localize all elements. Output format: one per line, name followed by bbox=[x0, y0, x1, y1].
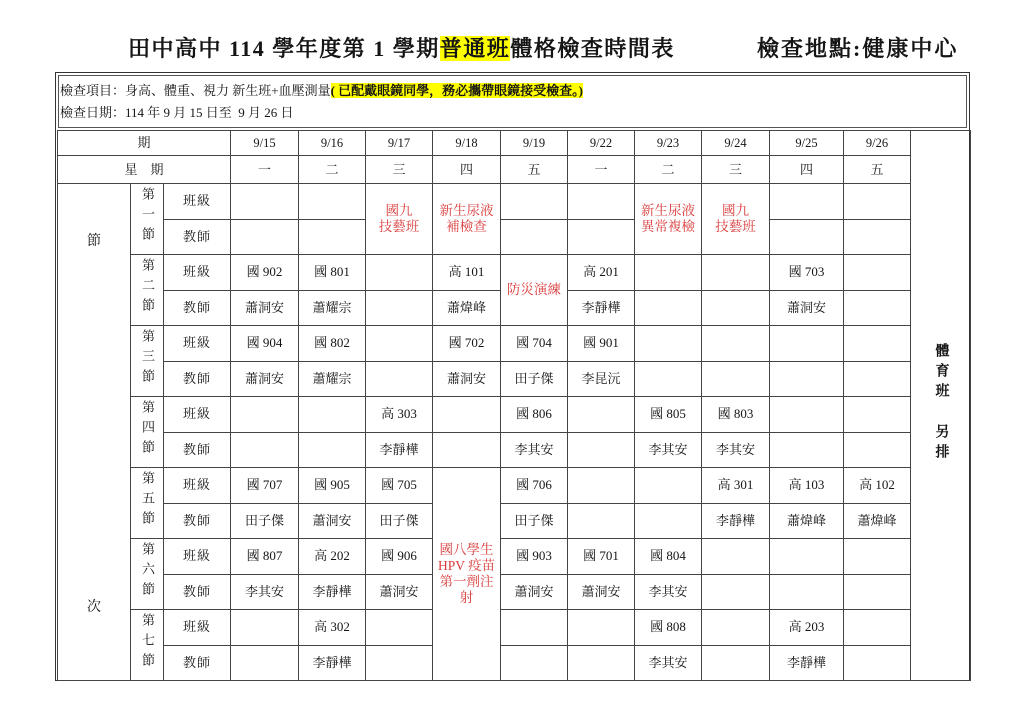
weekday-header: 一 bbox=[568, 156, 635, 184]
teacher-row-label: 教師 bbox=[164, 290, 231, 326]
title-highlight: 普通班 bbox=[439, 36, 511, 61]
period-axis-label-inner bbox=[59, 185, 129, 680]
period-label bbox=[131, 326, 164, 397]
class-cell bbox=[844, 326, 911, 362]
class-cell bbox=[844, 255, 911, 291]
weekday-header: 三 bbox=[366, 156, 433, 184]
class-cell: 國 704 bbox=[501, 326, 568, 362]
teacher-cell bbox=[366, 361, 433, 397]
teacher-cell: 蕭煒峰 bbox=[770, 503, 844, 539]
class-row bbox=[58, 326, 971, 362]
class-row-label: 班級 bbox=[164, 397, 231, 433]
class-row-label: 班級 bbox=[164, 610, 231, 646]
teacher-cell: 田子傑 bbox=[501, 503, 568, 539]
class-cell: 國 702 bbox=[433, 326, 501, 362]
glasses-note: ( 已配戴眼鏡同學，務必攜帶眼鏡接受檢查。) bbox=[330, 83, 584, 98]
class-cell: 國 906 bbox=[366, 539, 433, 575]
pe-class-note bbox=[911, 131, 971, 681]
class-cell bbox=[568, 397, 635, 433]
class-cell: 國 802 bbox=[299, 326, 366, 362]
class-cell bbox=[702, 610, 770, 646]
teacher-cell bbox=[635, 290, 702, 326]
class-row bbox=[58, 539, 971, 575]
period-label-text: 第四節 bbox=[140, 400, 155, 460]
teacher-cell: 蕭洞安 bbox=[366, 574, 433, 610]
teacher-cell: 蕭煒峰 bbox=[433, 290, 501, 326]
date-header: 9/26 bbox=[844, 131, 911, 156]
teacher-row-label: 教師 bbox=[164, 432, 231, 468]
class-cell: 國 706 bbox=[501, 468, 568, 504]
class-cell: 國 806 bbox=[501, 397, 568, 433]
teacher-cell bbox=[568, 432, 635, 468]
weekday-header: 二 bbox=[299, 156, 366, 184]
teacher-cell: 李靜樺 bbox=[770, 645, 844, 681]
teacher-cell bbox=[844, 290, 911, 326]
teacher-cell bbox=[844, 574, 911, 610]
teacher-cell: 李靜樺 bbox=[702, 503, 770, 539]
teacher-cell bbox=[770, 219, 844, 255]
teacher-cell: 李靜樺 bbox=[366, 432, 433, 468]
teacher-row bbox=[58, 361, 971, 397]
class-cell: 國 808 bbox=[635, 610, 702, 646]
period-axis-label bbox=[58, 184, 131, 681]
teacher-cell bbox=[635, 503, 702, 539]
class-row bbox=[58, 468, 971, 504]
class-cell bbox=[366, 610, 433, 646]
class-cell bbox=[568, 468, 635, 504]
weekday-header: 四 bbox=[770, 156, 844, 184]
class-cell bbox=[702, 326, 770, 362]
class-cell: 高 101 bbox=[433, 255, 501, 291]
title-main: 田中高中 114 學年度第 1 學期 bbox=[128, 36, 440, 61]
class-row-label: 班級 bbox=[164, 255, 231, 291]
teacher-row bbox=[58, 432, 971, 468]
class-cell: 國 703 bbox=[770, 255, 844, 291]
class-cell: 國 901 bbox=[568, 326, 635, 362]
class-row-label: 班級 bbox=[164, 468, 231, 504]
teacher-row bbox=[58, 219, 971, 255]
class-cell: 高 103 bbox=[770, 468, 844, 504]
class-cell: 國 803 bbox=[702, 397, 770, 433]
exam-items: 檢查項目：身高、體重、視力 新生班+血壓測量 bbox=[60, 83, 331, 98]
teacher-cell bbox=[770, 432, 844, 468]
teacher-cell: 李其安 bbox=[635, 574, 702, 610]
teacher-cell: 李其安 bbox=[635, 645, 702, 681]
class-cell: 高 203 bbox=[770, 610, 844, 646]
teacher-cell: 田子傑 bbox=[501, 361, 568, 397]
teacher-cell: 李昆沅 bbox=[568, 361, 635, 397]
class-cell: 國 905 bbox=[299, 468, 366, 504]
class-cell bbox=[433, 397, 501, 433]
exam-items-line bbox=[60, 80, 965, 102]
weekday-header: 五 bbox=[844, 156, 911, 184]
class-cell bbox=[770, 397, 844, 433]
teacher-cell: 蕭耀宗 bbox=[299, 361, 366, 397]
class-cell bbox=[366, 326, 433, 362]
teacher-row bbox=[58, 645, 971, 681]
exam-dates: 檢查日期：114 年 9 月 15 日至 9 月 26 日 bbox=[60, 105, 294, 120]
teacher-cell: 蕭洞安 bbox=[231, 361, 299, 397]
event-cell: 防災演練 bbox=[501, 255, 568, 326]
weekday-header: 五 bbox=[501, 156, 568, 184]
teacher-cell: 李其安 bbox=[635, 432, 702, 468]
period-label bbox=[131, 184, 164, 255]
date-header: 9/23 bbox=[635, 131, 702, 156]
teacher-cell bbox=[770, 361, 844, 397]
period-label-text: 第三節 bbox=[140, 329, 155, 389]
teacher-cell: 李其安 bbox=[702, 432, 770, 468]
class-cell: 高 301 bbox=[702, 468, 770, 504]
period-label bbox=[131, 255, 164, 326]
teacher-cell: 蕭洞安 bbox=[501, 574, 568, 610]
exam-location: 檢查地點:健康中心 bbox=[757, 36, 959, 61]
teacher-row bbox=[58, 574, 971, 610]
weekday-header: 四 bbox=[433, 156, 501, 184]
period-label-text: 第六節 bbox=[140, 542, 155, 602]
class-row-label: 班級 bbox=[164, 539, 231, 575]
teacher-cell: 蕭洞安 bbox=[299, 503, 366, 539]
class-cell bbox=[770, 539, 844, 575]
teacher-cell bbox=[501, 645, 568, 681]
date-header: 9/22 bbox=[568, 131, 635, 156]
weekday-header-label: 星 期 bbox=[58, 156, 231, 184]
teacher-cell bbox=[635, 361, 702, 397]
class-row bbox=[58, 610, 971, 646]
teacher-cell: 田子傑 bbox=[366, 503, 433, 539]
class-cell bbox=[231, 610, 299, 646]
teacher-cell bbox=[844, 361, 911, 397]
date-header: 9/19 bbox=[501, 131, 568, 156]
class-row bbox=[58, 397, 971, 433]
class-cell bbox=[299, 397, 366, 433]
teacher-cell: 李其安 bbox=[501, 432, 568, 468]
teacher-cell: 李靜樺 bbox=[299, 645, 366, 681]
date-header: 9/18 bbox=[433, 131, 501, 156]
teacher-cell bbox=[844, 219, 911, 255]
event-cell: 新生尿液 異常複檢 bbox=[635, 184, 702, 255]
title-rest: 體格檢查時間表 bbox=[510, 36, 675, 61]
teacher-cell bbox=[568, 645, 635, 681]
class-cell: 國 904 bbox=[231, 326, 299, 362]
period-label bbox=[131, 468, 164, 539]
class-cell bbox=[501, 184, 568, 220]
date-header-row bbox=[58, 131, 971, 156]
teacher-cell bbox=[844, 645, 911, 681]
teacher-cell bbox=[702, 361, 770, 397]
teacher-row-label: 教師 bbox=[164, 645, 231, 681]
class-cell bbox=[770, 326, 844, 362]
date-header: 9/25 bbox=[770, 131, 844, 156]
class-cell bbox=[702, 539, 770, 575]
class-cell bbox=[231, 397, 299, 433]
class-cell bbox=[568, 610, 635, 646]
class-cell: 國 801 bbox=[299, 255, 366, 291]
class-row bbox=[58, 255, 971, 291]
class-cell: 國 804 bbox=[635, 539, 702, 575]
class-cell bbox=[844, 397, 911, 433]
class-row bbox=[58, 184, 971, 220]
period-label-text: 第二節 bbox=[140, 258, 155, 318]
teacher-cell: 蕭耀宗 bbox=[299, 290, 366, 326]
date-header-label: 期 bbox=[58, 131, 231, 156]
teacher-cell bbox=[299, 432, 366, 468]
event-cell: 新生尿液 補檢查 bbox=[433, 184, 501, 255]
pe-class-note-text: 體育班 另排 bbox=[933, 343, 949, 464]
class-row-label: 班級 bbox=[164, 184, 231, 220]
teacher-cell bbox=[366, 645, 433, 681]
weekday-header: 一 bbox=[231, 156, 299, 184]
class-cell bbox=[635, 255, 702, 291]
event-cell: 國八學生 HPV 疫苗 第一劑注 射 bbox=[433, 468, 501, 681]
schedule-frame bbox=[55, 72, 970, 681]
class-cell: 高 201 bbox=[568, 255, 635, 291]
class-cell: 高 303 bbox=[366, 397, 433, 433]
weekday-header: 二 bbox=[635, 156, 702, 184]
teacher-row-label: 教師 bbox=[164, 574, 231, 610]
date-header: 9/16 bbox=[299, 131, 366, 156]
class-cell: 國 705 bbox=[366, 468, 433, 504]
document-title bbox=[128, 34, 675, 64]
teacher-cell bbox=[770, 574, 844, 610]
weekday-header-row bbox=[58, 156, 971, 184]
period-label bbox=[131, 539, 164, 610]
class-cell bbox=[844, 539, 911, 575]
period-axis-label-top: 節 bbox=[87, 233, 101, 249]
teacher-row-label: 教師 bbox=[164, 361, 231, 397]
teacher-cell bbox=[702, 645, 770, 681]
class-cell bbox=[770, 184, 844, 220]
teacher-cell: 田子傑 bbox=[231, 503, 299, 539]
teacher-cell: 蕭洞安 bbox=[770, 290, 844, 326]
teacher-cell bbox=[568, 503, 635, 539]
teacher-cell: 蕭洞安 bbox=[231, 290, 299, 326]
period-label-text: 第五節 bbox=[140, 471, 155, 531]
event-cell: 國九 技藝班 bbox=[702, 184, 770, 255]
class-cell: 國 902 bbox=[231, 255, 299, 291]
teacher-cell: 蕭洞安 bbox=[568, 574, 635, 610]
class-cell bbox=[635, 468, 702, 504]
teacher-cell: 李靜樺 bbox=[568, 290, 635, 326]
date-header: 9/24 bbox=[702, 131, 770, 156]
class-cell bbox=[501, 610, 568, 646]
date-header: 9/17 bbox=[366, 131, 433, 156]
period-axis-label-bottom: 次 bbox=[87, 599, 101, 615]
period-label-text: 第一節 bbox=[140, 187, 155, 247]
class-cell bbox=[366, 255, 433, 291]
teacher-cell bbox=[231, 432, 299, 468]
teacher-cell bbox=[366, 290, 433, 326]
teacher-cell bbox=[433, 432, 501, 468]
period-label bbox=[131, 610, 164, 681]
class-cell: 高 102 bbox=[844, 468, 911, 504]
teacher-cell bbox=[702, 574, 770, 610]
teacher-cell bbox=[844, 432, 911, 468]
teacher-row-label: 教師 bbox=[164, 219, 231, 255]
teacher-cell: 蕭洞安 bbox=[433, 361, 501, 397]
class-cell: 國 807 bbox=[231, 539, 299, 575]
class-cell bbox=[844, 610, 911, 646]
class-cell bbox=[568, 184, 635, 220]
teacher-cell: 蕭煒峰 bbox=[844, 503, 911, 539]
class-cell: 國 707 bbox=[231, 468, 299, 504]
date-header: 9/15 bbox=[231, 131, 299, 156]
teacher-cell bbox=[231, 645, 299, 681]
schedule-table bbox=[57, 130, 971, 681]
class-cell: 高 302 bbox=[299, 610, 366, 646]
teacher-row bbox=[58, 503, 971, 539]
class-cell bbox=[844, 184, 911, 220]
teacher-cell bbox=[501, 219, 568, 255]
class-cell: 國 903 bbox=[501, 539, 568, 575]
class-cell: 國 701 bbox=[568, 539, 635, 575]
teacher-cell bbox=[299, 219, 366, 255]
class-row-label: 班級 bbox=[164, 326, 231, 362]
teacher-row-label: 教師 bbox=[164, 503, 231, 539]
teacher-cell bbox=[702, 290, 770, 326]
teacher-cell: 李其安 bbox=[231, 574, 299, 610]
class-cell bbox=[702, 255, 770, 291]
info-box bbox=[58, 75, 967, 128]
teacher-cell: 李靜樺 bbox=[299, 574, 366, 610]
teacher-cell bbox=[568, 219, 635, 255]
class-cell bbox=[231, 184, 299, 220]
teacher-cell bbox=[231, 219, 299, 255]
class-cell bbox=[635, 326, 702, 362]
class-cell: 高 202 bbox=[299, 539, 366, 575]
period-label-text: 第七節 bbox=[140, 613, 155, 673]
class-cell bbox=[299, 184, 366, 220]
class-cell: 國 805 bbox=[635, 397, 702, 433]
period-label bbox=[131, 397, 164, 468]
event-cell: 國九 技藝班 bbox=[366, 184, 433, 255]
weekday-header: 三 bbox=[702, 156, 770, 184]
